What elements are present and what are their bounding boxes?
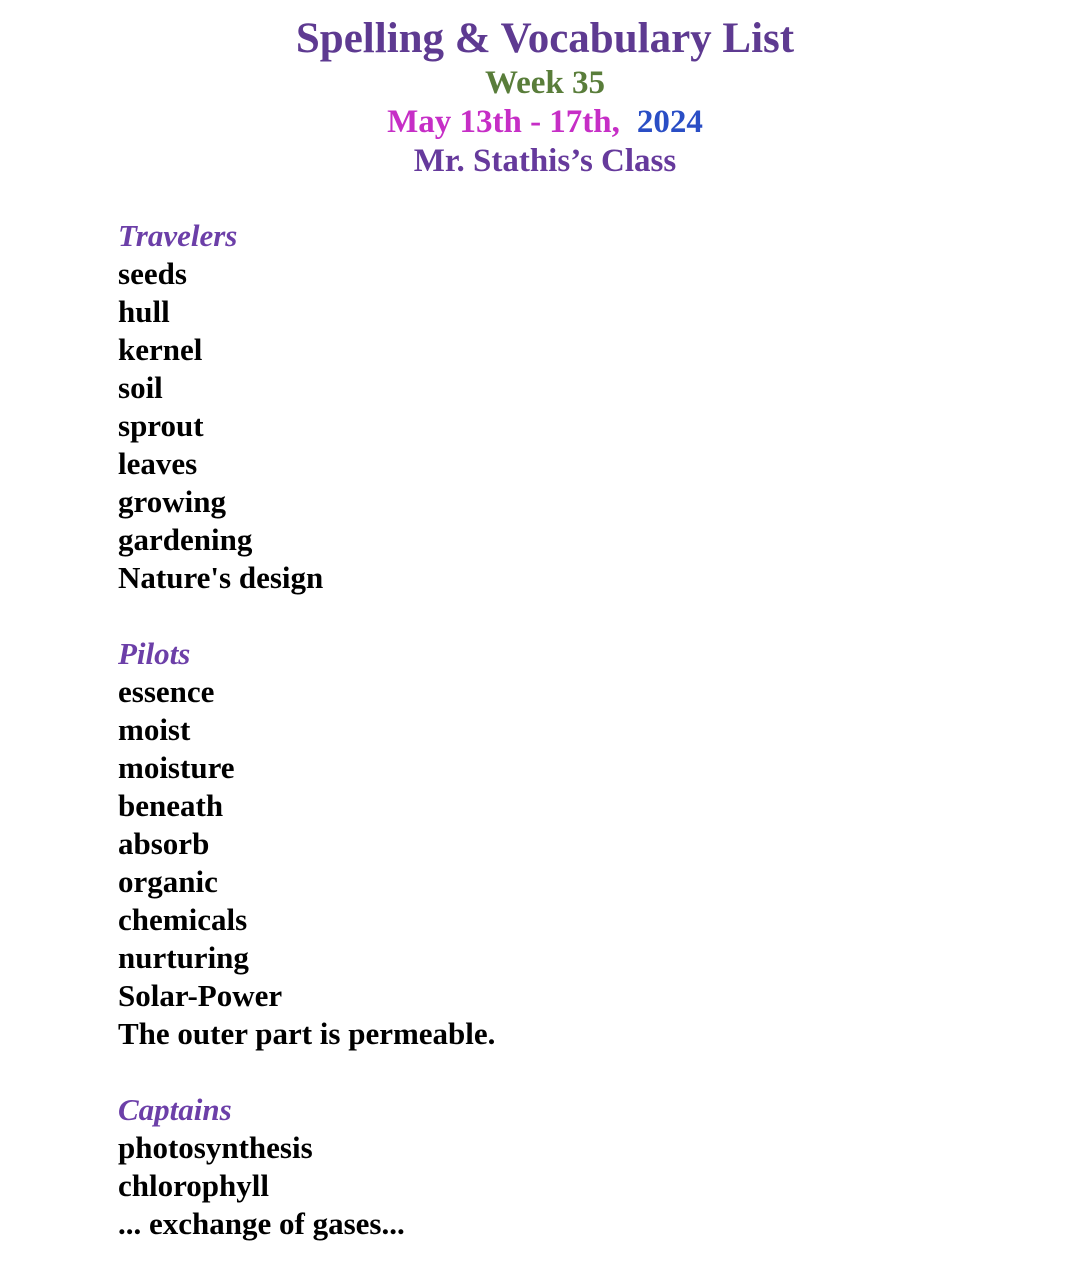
word-item: Solar-Power (118, 978, 283, 1013)
word-item: absorb (118, 826, 210, 861)
word-section (118, 1091, 1090, 1243)
word-item: photosynthesis (118, 1130, 313, 1165)
date-line (0, 102, 1090, 142)
word-item: sprout (118, 408, 204, 443)
word-item: The outer part is permeable. (118, 1016, 496, 1051)
word-item: organic (118, 864, 218, 899)
word-item: ... exchange of gases... (118, 1206, 405, 1241)
word-section (118, 635, 1090, 1053)
word-item: moisture (118, 750, 235, 785)
word-item: chemicals (118, 902, 248, 937)
class-name: Mr. Stathis’s Class (413, 143, 677, 179)
year-label: 2024 (636, 104, 703, 140)
word-item: beneath (118, 788, 224, 823)
word-list (118, 1129, 1090, 1243)
week-label: Week 35 (484, 65, 606, 101)
word-item: kernel (118, 332, 203, 367)
page-title: Spelling & Vocabulary List (295, 15, 795, 62)
word-item: hull (118, 294, 170, 329)
word-item: leaves (118, 446, 198, 481)
word-list (118, 673, 1090, 1053)
word-item: gardening (118, 522, 253, 557)
word-item: moist (118, 712, 191, 747)
word-item: Nature's design (118, 560, 324, 595)
word-item: soil (118, 370, 163, 405)
word-item: seeds (118, 256, 187, 291)
word-list (118, 255, 1090, 597)
word-item: growing (118, 484, 226, 519)
sections-container (118, 217, 1090, 1243)
word-item: nurturing (118, 940, 249, 975)
section-heading: Captains (118, 1092, 232, 1127)
section-heading: Pilots (118, 636, 191, 671)
word-item: essence (118, 674, 215, 709)
section-heading: Travelers (118, 218, 238, 253)
document-header (0, 14, 1090, 180)
date-range: May 13th - 17th, (387, 104, 620, 140)
word-item: chlorophyll (118, 1168, 270, 1203)
word-section (118, 217, 1090, 597)
